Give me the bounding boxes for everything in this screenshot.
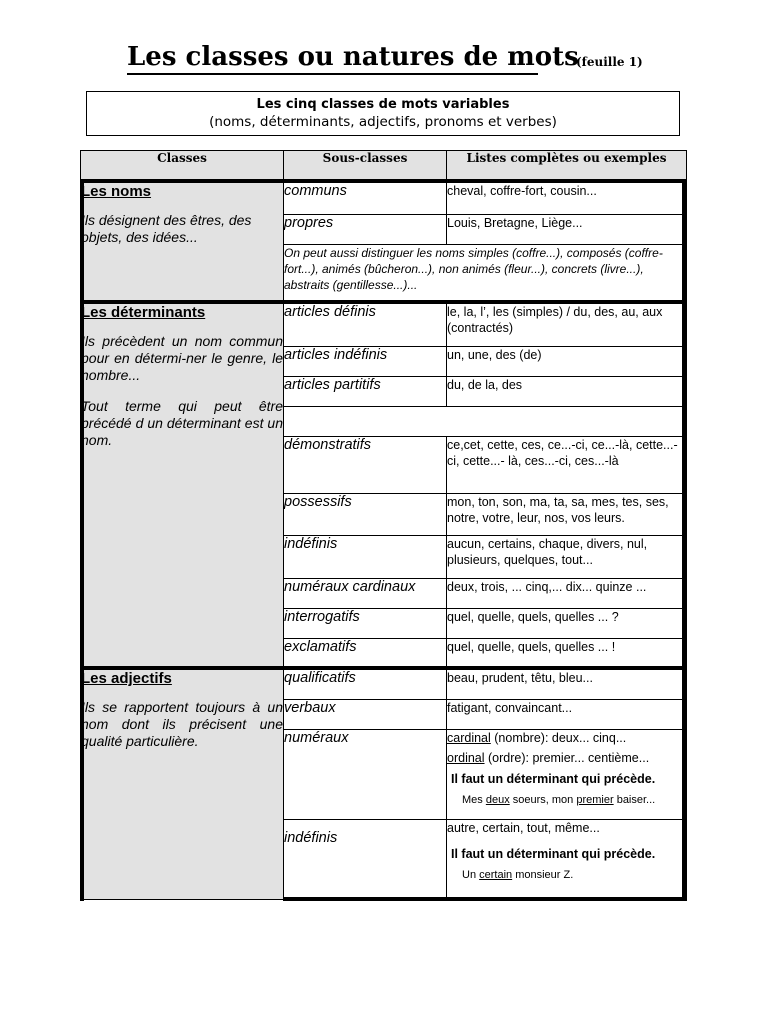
subclass-cell: indéfinis (284, 819, 447, 899)
example-cell: fatigant, convaincant... (447, 699, 687, 729)
example-part: Un (462, 868, 480, 881)
example-cell: le, la, l’, les (simples) / du, des, au, aux (contractés) (447, 302, 687, 346)
subclass-cell: interrogatifs (284, 608, 447, 638)
header-subclasses: Sous-classes (284, 151, 447, 182)
class-cell-adjectifs (81, 668, 284, 899)
cardinal-line (447, 730, 686, 746)
ordinal-rest: (ordre): premier... centième... (484, 750, 650, 765)
subclass-cell: numéraux (284, 729, 447, 819)
class-desc-adjectifs: Ils se rapportent toujours à un nom dont ils précisent une qualité particulière. (81, 699, 283, 749)
example-part: monsieur Z. (512, 868, 574, 881)
class-name-determinants: Les déterminants (81, 304, 206, 321)
subclass-cell: articles indéfinis (284, 346, 447, 376)
example-cell: un, une, des (de) (447, 346, 687, 376)
page-title: Les classes ou natures de mots (127, 42, 579, 72)
intro-heading: Les cinq classes de mots variables (256, 97, 510, 112)
title-row (0, 40, 768, 80)
example-part: soeurs, mon (509, 793, 577, 806)
noms-note: On peut aussi distinguer les noms simples (coffre...), composés (coffre-fort...), animés (bûcheron...), non animés (fleur...), concrets (livre...), abstraits (gentillesse...)... (284, 244, 687, 302)
table-header-row (81, 151, 687, 182)
example-sentence (462, 792, 686, 808)
table-row (81, 302, 687, 346)
empty-cell (284, 406, 687, 436)
class-desc-determinants-2: Tout terme qui peut être précédé d un déterminant est un nom. (81, 398, 283, 448)
example-cell: du, de la, des (447, 376, 687, 406)
class-name-adjectifs: Les adjectifs (81, 670, 172, 687)
ordinal-line (447, 750, 686, 766)
table-row (81, 668, 687, 699)
example-cell: mon, ton, son, ma, ta, sa, mes, tes, ses, notre, votre, leur, nos, vos leurs. (447, 493, 687, 535)
example-part-underlined: certain (479, 868, 513, 881)
example-cell-indefinis (447, 819, 687, 899)
subclass-cell: exclamatifs (284, 638, 447, 668)
example-cell: aucun, certains, chaque, divers, nul, plusieurs, quelques, tout... (447, 535, 687, 578)
example-cell: beau, prudent, têtu, bleu... (447, 668, 687, 699)
subclass-cell: articles définis (284, 302, 447, 346)
intro-box (86, 91, 680, 136)
subclass-cell: articles partitifs (284, 376, 447, 406)
class-name-noms: Les noms (81, 183, 152, 200)
subclass-cell: communs (284, 181, 447, 214)
example-cell: deux, trois, ... cinq,... dix... quinze ... (447, 578, 687, 608)
rule-text: Il faut un déterminant qui précède. (451, 771, 656, 786)
example-cell: quel, quelle, quels, quelles ... ? (447, 608, 687, 638)
intro-subheading: (noms, déterminants, adjectifs, pronoms et verbes) (209, 114, 557, 130)
example-cell: Louis, Bretagne, Liège... (447, 214, 687, 244)
example-cell: ce,cet, cette, ces, ce...-ci, ce...-là, cette...-ci, cette...- là, ces...-ci, ces...-là (447, 436, 687, 493)
class-desc-noms: Ils désignent des êtres, des objets, des idées... (81, 212, 252, 245)
class-cell-determinants (81, 302, 284, 668)
subclass-cell: propres (284, 214, 447, 244)
example-cell: quel, quelle, quels, quelles ... ! (447, 638, 687, 668)
subclass-cell: possessifs (284, 493, 447, 535)
example-sentence (462, 867, 686, 883)
example-part: Mes (462, 793, 486, 806)
class-desc-determinants-1: Ils précèdent un nom commun pour en détermi-ner le genre, le nombre... (81, 333, 283, 383)
cardinal-word: cardinal (447, 730, 491, 745)
ordinal-word: ordinal (447, 750, 485, 765)
header-classes: Classes (81, 151, 284, 182)
header-examples: Listes complètes ou exemples (447, 151, 687, 182)
example-part: baiser... (613, 793, 656, 806)
example-cell-numeraux (447, 729, 687, 819)
class-cell-noms (81, 181, 284, 302)
classes-table (80, 150, 686, 901)
example-part-underlined: premier (576, 793, 614, 806)
table-row (81, 181, 687, 214)
title-underline (127, 73, 538, 75)
rule-text: Il faut un déterminant qui précède. (451, 846, 656, 861)
example-part-underlined: deux (485, 793, 510, 806)
example-cell: cheval, coffre-fort, cousin... (447, 181, 687, 214)
subclass-cell: indéfinis (284, 535, 447, 578)
subclass-cell: numéraux cardinaux (284, 578, 447, 608)
subclass-cell: verbaux (284, 699, 447, 729)
subclass-cell: démonstratifs (284, 436, 447, 493)
cardinal-rest: (nombre): deux... cinq... (490, 730, 627, 745)
indefinis-examples: autre, certain, tout, même... (447, 820, 600, 835)
subclass-cell: qualificatifs (284, 668, 447, 699)
sheet-label: (feuille 1) (576, 55, 643, 69)
